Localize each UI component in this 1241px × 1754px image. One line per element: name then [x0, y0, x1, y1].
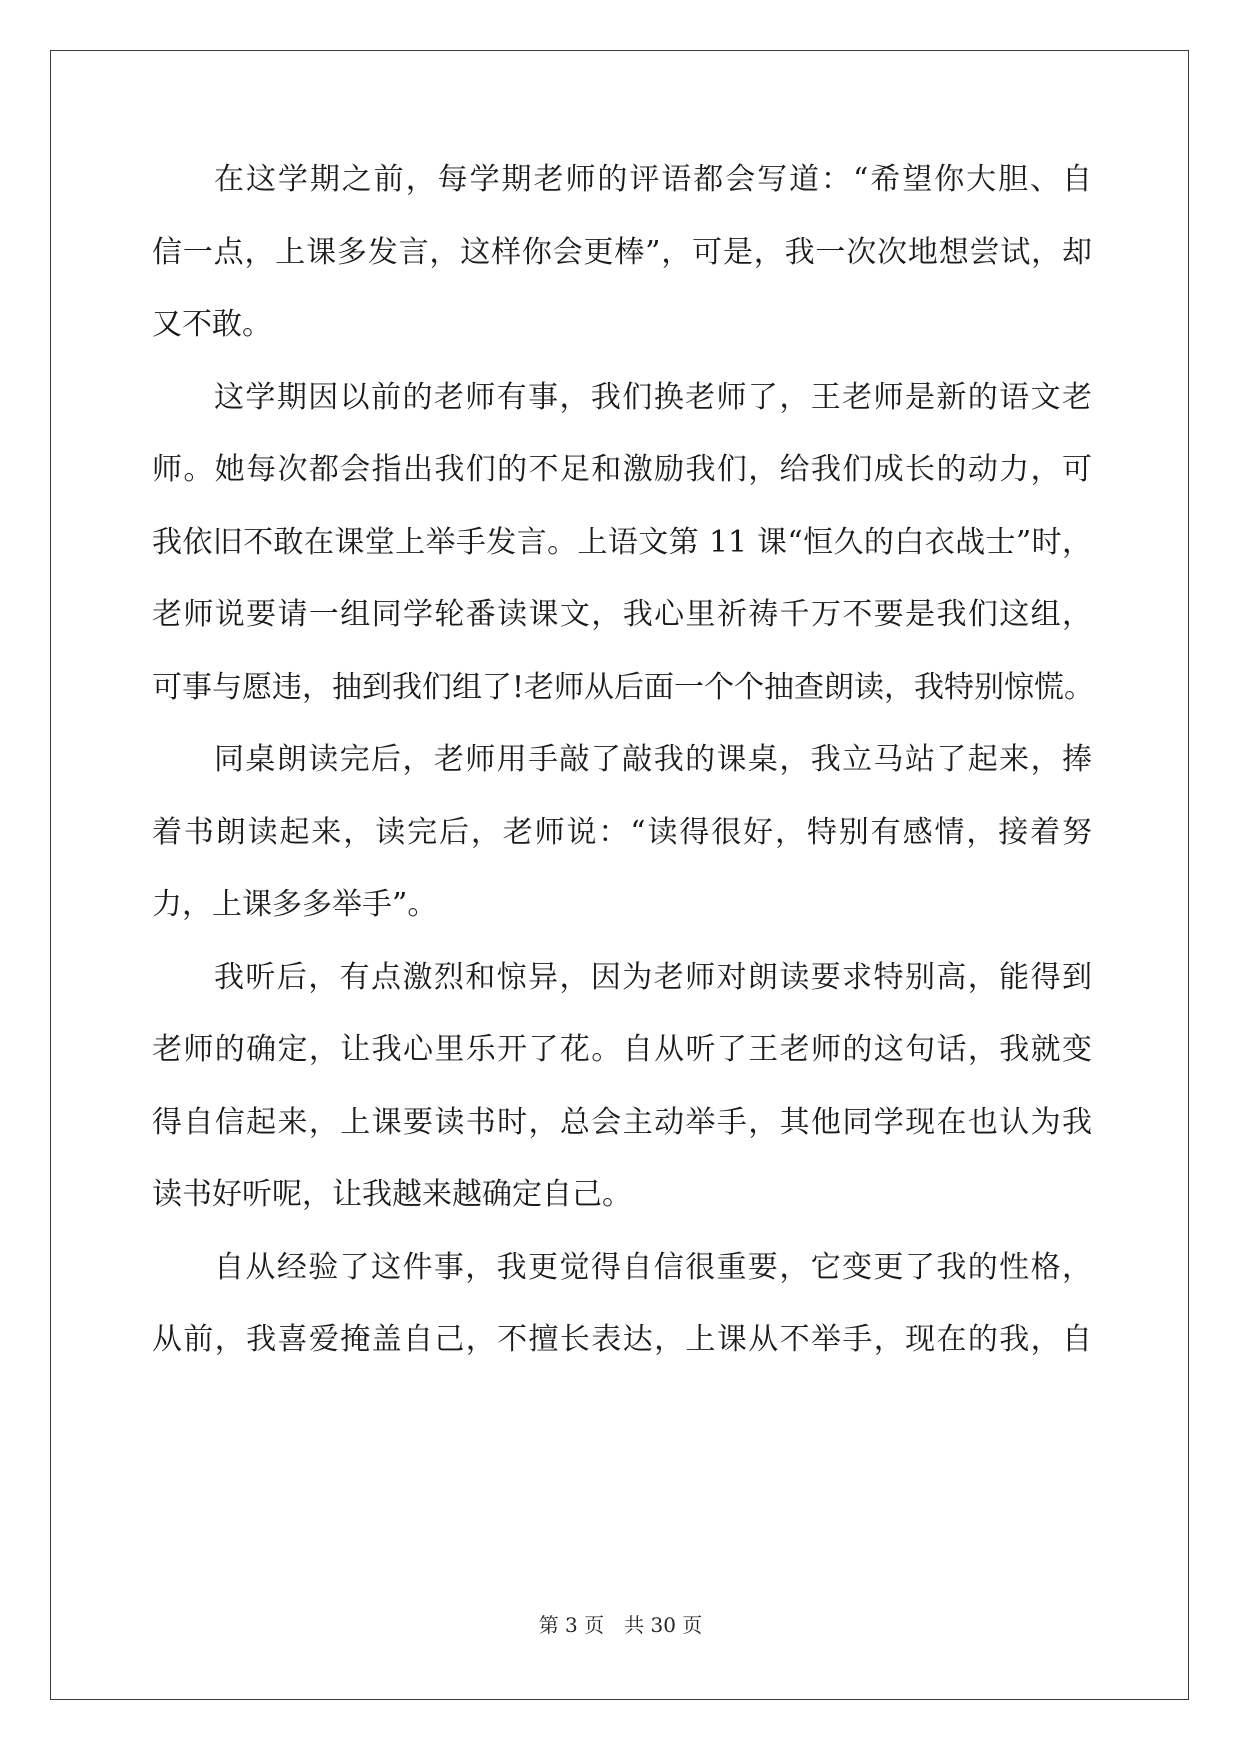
- text-line: 我听后，有点激烈和惊异，因为老师对朗读要求特别高，能得到: [214, 960, 1092, 995]
- text-line: 得自信起来，上课要读书时，总会主动举手，其他同学现在也认为我: [152, 1105, 1092, 1140]
- text-line: 这学期因以前的老师有事，我们换老师了，王老师是新的语文老: [214, 380, 1092, 415]
- text-line: 可事与愿违，抽到我们组了!老师从后面一个个抽查朗读，我特别惊慌。: [152, 670, 1095, 705]
- page-border: [50, 50, 1189, 1700]
- text-line: 读书好听呢，让我越来越确定自己。: [152, 1177, 632, 1212]
- text-line: 着书朗读起来，读完后，老师说：“读得很好，特别有感情，接着努: [152, 815, 1092, 850]
- text-line: 同桌朗读完后，老师用手敲了敲我的课桌，我立马站了起来，捧: [214, 742, 1092, 777]
- text-line: 我依旧不敢在课堂上举手发言。上语文第 11 课“恒久的白衣战士”时，: [152, 525, 1092, 560]
- text-line: 自从经验了这件事，我更觉得自信很重要，它变更了我的性格，: [214, 1250, 1092, 1285]
- text-line: 老师的确定，让我心里乐开了花。自从听了王老师的这句话，我就变: [152, 1032, 1092, 1067]
- text-line: 又不敢。: [152, 307, 272, 342]
- page-footer: 第 3 页 共 30 页: [538, 1613, 703, 1637]
- text-line: 信一点，上课多发言，这样你会更棒”，可是，我一次次地想尝试，却: [152, 235, 1092, 270]
- text-line: 从前，我喜爱掩盖自己，不擅长表达，上课从不举手，现在的我，自: [152, 1322, 1092, 1357]
- text-line: 师。她每次都会指出我们的不足和激励我们，给我们成长的动力，可: [152, 452, 1092, 487]
- text-line: 力，上课多多举手”。: [152, 887, 438, 922]
- text-line: 在这学期之前，每学期老师的评语都会写道：“希望你大胆、自: [214, 162, 1092, 197]
- text-line: 老师说要请一组同学轮番读课文，我心里祈祷千万不要是我们这组，: [152, 597, 1092, 632]
